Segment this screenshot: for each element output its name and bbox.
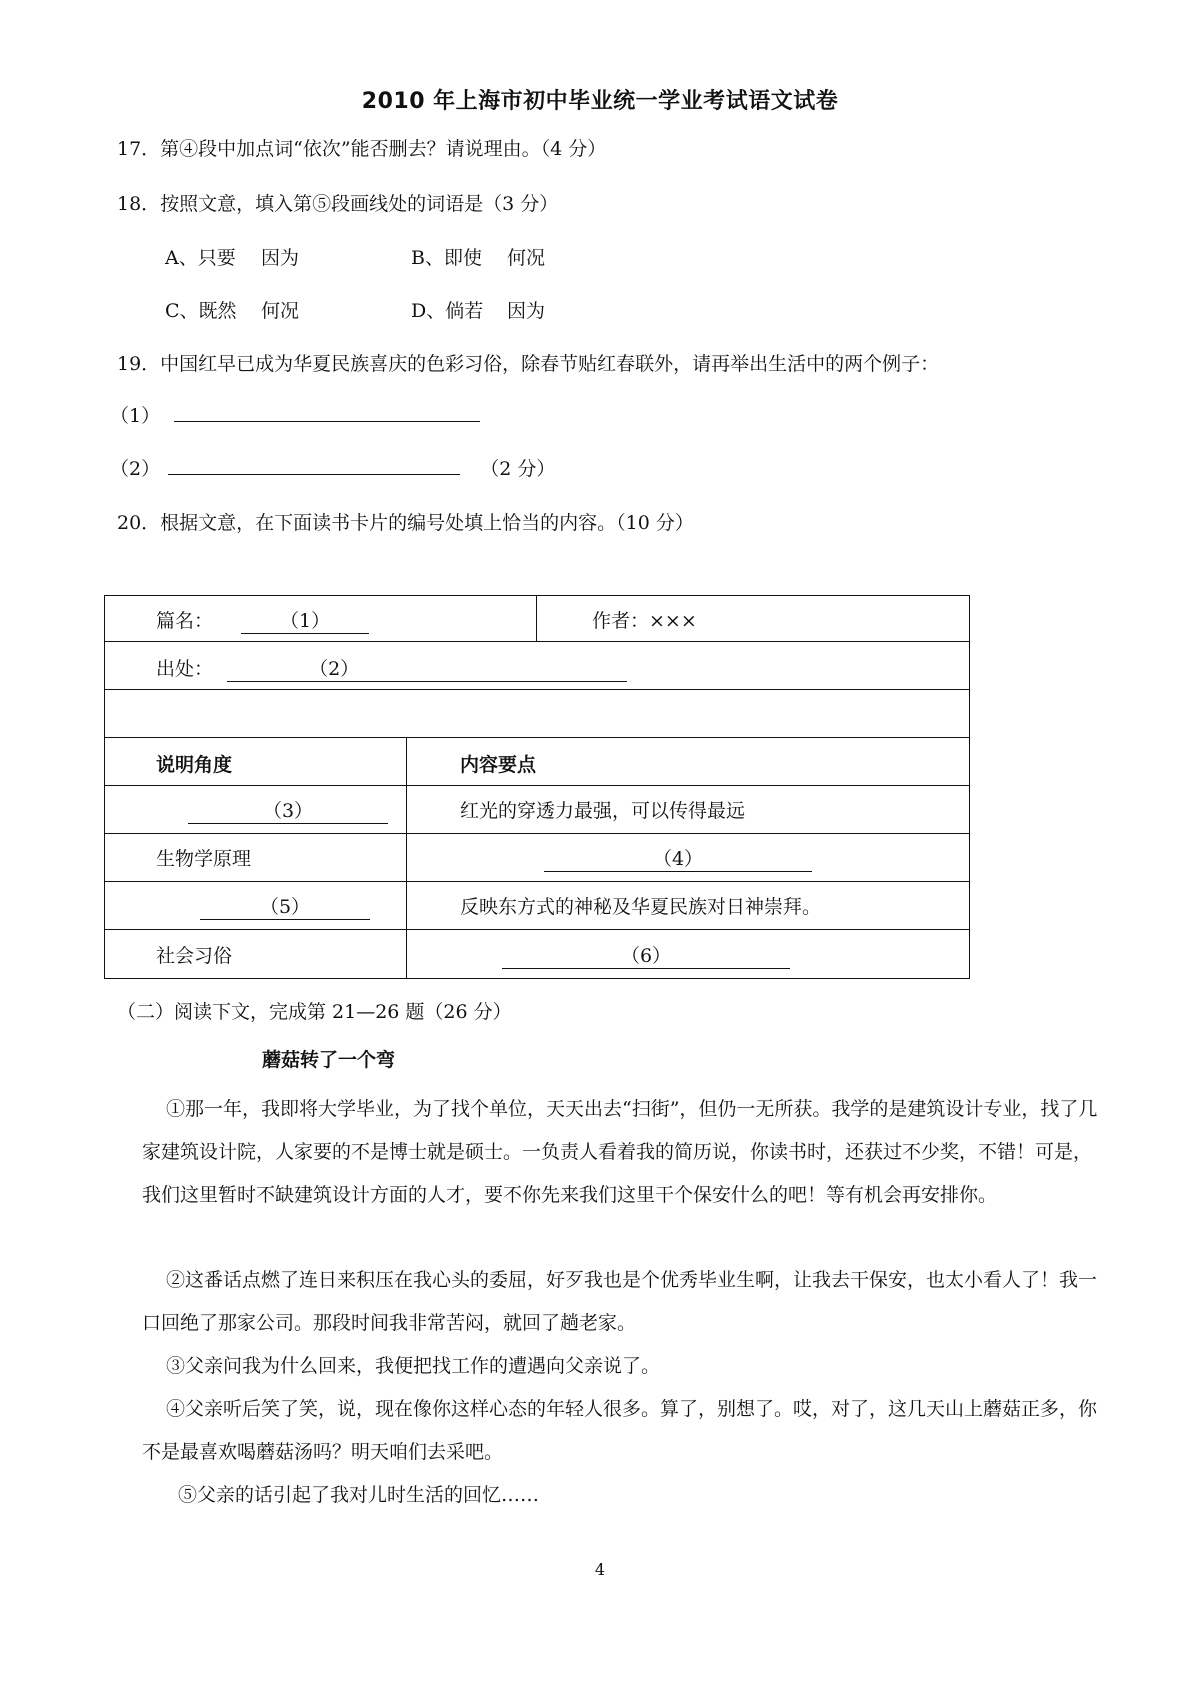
section-2-heading: （二）阅读下文，完成第 21—26 题（26 分）	[117, 1001, 512, 1023]
row-1-point: 红光的穿透力最强，可以传得最远	[460, 800, 746, 822]
option-c-label: C、既然	[165, 300, 237, 322]
option-a-label: A、只要	[165, 247, 236, 269]
question-20-stem: 20．根据文意，在下面读书卡片的编号处填上恰当的内容。（10 分）	[117, 512, 694, 534]
answer-1-label: （1）	[110, 405, 161, 427]
card-source-blank[interactable]: （2）	[227, 654, 627, 682]
option-b-word: 何况	[507, 247, 546, 269]
answer-2-label: （2）	[110, 458, 161, 480]
blank-4[interactable]: （4）	[544, 844, 812, 872]
card-divider	[104, 641, 970, 642]
row-3-point: 反映东方式的神秘及华夏民族对日神崇拜。	[460, 896, 822, 918]
option-d-word: 因为	[507, 300, 546, 322]
paragraph-4: ④父亲听后笑了笑，说，现在像你这样心态的年轻人很多。算了，别想了。哎，对了，这几天山上蘑菇正多，你不是最喜欢喝蘑菇汤吗？明天咱们去采吧。	[142, 1398, 1098, 1463]
row-4-angle: 社会习俗	[156, 945, 233, 967]
option-a-word: 因为	[261, 247, 300, 269]
row-3-angle	[200, 892, 370, 920]
card-border-bottom	[104, 978, 970, 979]
card-border-top	[104, 595, 970, 596]
card-source-label: 出处：	[156, 658, 214, 680]
page-number: 4	[594, 1560, 606, 1579]
paragraph-3: ③父亲问我为什么回来，我便把找工作的遭遇向父亲说了。	[166, 1355, 661, 1377]
row-2-point	[544, 844, 812, 872]
answer-2-blank[interactable]	[168, 474, 460, 475]
row-2-angle: 生物学原理	[156, 848, 252, 870]
card-title-blank[interactable]: （1）	[241, 606, 369, 634]
question-18-options-row-2	[165, 296, 545, 323]
story-title: 蘑菇转了一个弯	[262, 1049, 396, 1071]
column-header-points: 内容要点	[460, 754, 537, 776]
card-divider	[104, 929, 970, 930]
card-title-field	[156, 606, 369, 634]
reading-card-table	[104, 595, 970, 985]
question-19-answer-1	[110, 401, 480, 428]
question-18-options-row-1	[165, 243, 545, 270]
paragraph-2: ②这番话点燃了连日来积压在我心头的委屈，好歹我也是个优秀毕业生啊，让我去干保安，也太小看人了！我一口回绝了那家公司。那段时间我非常苦闷，就回了趟老家。	[142, 1269, 1098, 1334]
card-divider-vertical	[536, 595, 537, 641]
card-source-field	[156, 654, 627, 682]
question-19-stem: 19．中国红早已成为华夏民族喜庆的色彩习俗，除春节贴红春联外，请再举出生活中的两个例子：	[117, 353, 940, 375]
row-4-point	[502, 941, 790, 969]
blank-6[interactable]: （6）	[502, 941, 790, 969]
option-d-label: D、倘若	[411, 300, 484, 322]
card-title-label: 篇名：	[156, 610, 214, 632]
card-divider	[104, 737, 970, 738]
paragraph-5: ⑤父亲的话引起了我对儿时生活的回忆……	[178, 1484, 540, 1506]
card-divider	[104, 881, 970, 882]
card-divider	[104, 689, 970, 690]
card-author: 作者：×××	[592, 610, 697, 632]
answer-score: （2 分）	[480, 458, 556, 480]
page-title: 2010 年上海市初中毕业统一学业考试语文试卷	[361, 89, 839, 114]
blank-5[interactable]: （5）	[200, 892, 370, 920]
column-header-angle: 说明角度	[156, 754, 233, 776]
card-divider	[104, 833, 970, 834]
question-17: 17．第④段中加点词“依次”能否删去？请说理由。（4 分）	[117, 138, 607, 160]
row-1-angle	[188, 796, 388, 824]
question-18-stem: 18．按照文意，填入第⑤段画线处的词语是（3 分）	[117, 193, 559, 215]
question-19-answer-2	[110, 454, 555, 481]
blank-3[interactable]: （3）	[188, 796, 388, 824]
paragraph-1: ①那一年，我即将大学毕业，为了找个单位，天天出去“扫街”，但仍一无所获。我学的是建筑设计专业，找了几家建筑设计院，人家要的不是博士就是硕士。一负责人看着我的简历说，你读书时，还获过不少奖，不错！可是，我们这里暂时不缺建筑设计方面的人才，要不你先来我们这里干个保安什么的吧！等有机会再安排你。	[142, 1098, 1098, 1206]
answer-1-blank[interactable]	[174, 421, 480, 422]
card-divider-vertical	[406, 737, 407, 979]
option-c-word: 何况	[261, 300, 300, 322]
card-border-right	[969, 595, 970, 979]
option-b-label: B、即使	[411, 247, 482, 269]
card-border-left	[104, 595, 105, 979]
card-divider	[104, 785, 970, 786]
